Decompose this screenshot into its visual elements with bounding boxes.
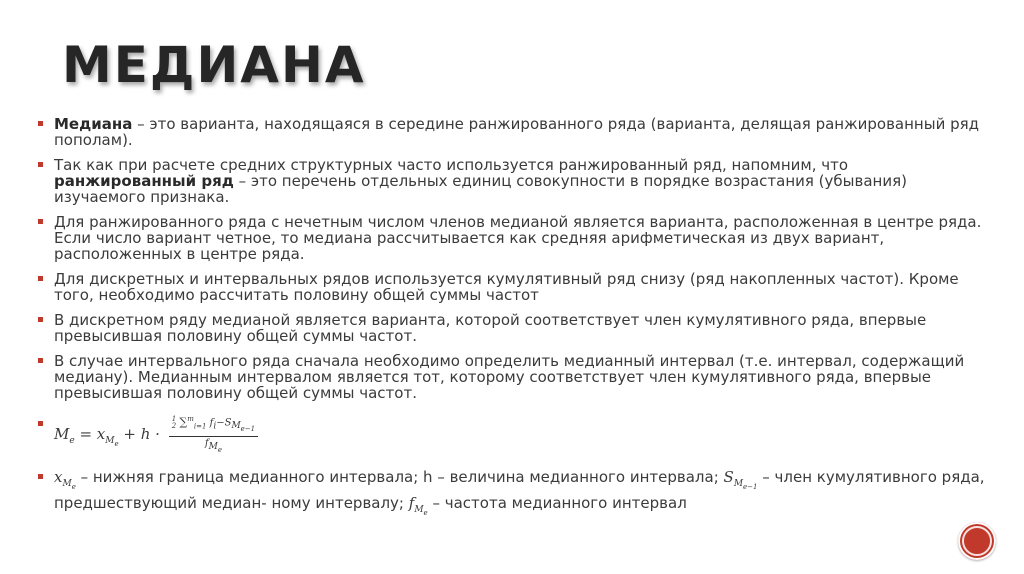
bullet-marker-icon [38, 421, 43, 426]
bullet-text: В дискретном ряду медианой является варианта, которой соответствует член кумулятивного ряда, впервые превысившая половину общей суммы частот. [54, 311, 927, 345]
bullet-odd-even [38, 214, 988, 262]
notation-text-1: – нижняя граница медианного интервала; h – величина медианного интервала; [75, 467, 724, 486]
median-formula: $M_e = x_{M_e} + h$ · 1 2 ∑$^m_{i=1}$ $f_i-S_{M_{e-1}}$ $f_{M_e}$ [54, 425, 258, 443]
bullet-marker-icon [38, 276, 43, 281]
bullet-notation: $x_{M_e}$ – нижняя граница медианного интервала; h – величина медианного интервала; $S_{M_{e-1}}$ – член кумулятивного ряда, предшествующий медиан- ному интервалу; $f_{M_e}$ – частота медианного интервал [38, 469, 988, 521]
circle-nav-button[interactable] [958, 522, 996, 560]
bullet-marker-icon [38, 121, 43, 126]
notation-text-3: – частота медианного интервал [427, 493, 687, 512]
bullet-median-definition [38, 116, 988, 148]
bullet-text-post: – это перечень отдельных единиц совокупности в порядке возрастания (убывания) изучаемого признака. [54, 172, 907, 206]
bullet-list [38, 116, 988, 530]
bullet-marker-icon [38, 317, 43, 322]
bullet-marker-icon [38, 162, 43, 167]
bullet-interval [38, 353, 988, 401]
bullet-text-pre: Так как при расчете средних структурных часто используется ранжированный ряд, напомним, что [54, 156, 849, 174]
bullet-discrete [38, 312, 988, 344]
term-ranked-series: ранжированный ряд [54, 172, 234, 190]
bullet-ranked-series [38, 157, 988, 205]
notation-text-2: – член кумулятивного ряда, предшествующий медиан- ному интервалу; [54, 467, 985, 512]
bullet-text: Для дискретных и интервальных рядов используется кумулятивный ряд снизу (ряд накопленных частот). Кроме того, необходимо рассчитать половину общей суммы частот [54, 270, 959, 304]
definition-text: – это варианта, находящаяся в середине ранжированного ряда (варианта, делящая ранжированный ряд пополам). [54, 115, 980, 149]
bullet-cumulative [38, 271, 988, 303]
bullet-text: Для ранжированного ряда с нечетным числом членов медианой является варианта, расположенная в центре ряда. Если число вариант четное, то медиана рассчитывается как средняя арифметическая из двух вариант, расположенных в центре ряда. [54, 213, 982, 263]
formula-fraction: 1 2 ∑$^m_{i=1}$ $f_i-S_{M_{e-1}}$ $f_{M_e}$ [169, 413, 258, 457]
bullet-marker-icon [38, 219, 43, 224]
bullet-marker-icon [38, 358, 43, 363]
ring-icon [962, 526, 992, 556]
page-title: МЕДИАНА [62, 36, 366, 94]
bullet-formula [38, 413, 988, 457]
term-median: Медиана [54, 115, 133, 133]
bullet-marker-icon [38, 474, 43, 479]
bullet-text: В случае интервального ряда сначала необходимо определить медианный интервал (т.е. интервал, содержащий медиану). Медианным интервалом является тот, которому соответствует член кумулятивного ряда, впервые превысившая половину общей суммы частот. [54, 352, 965, 402]
